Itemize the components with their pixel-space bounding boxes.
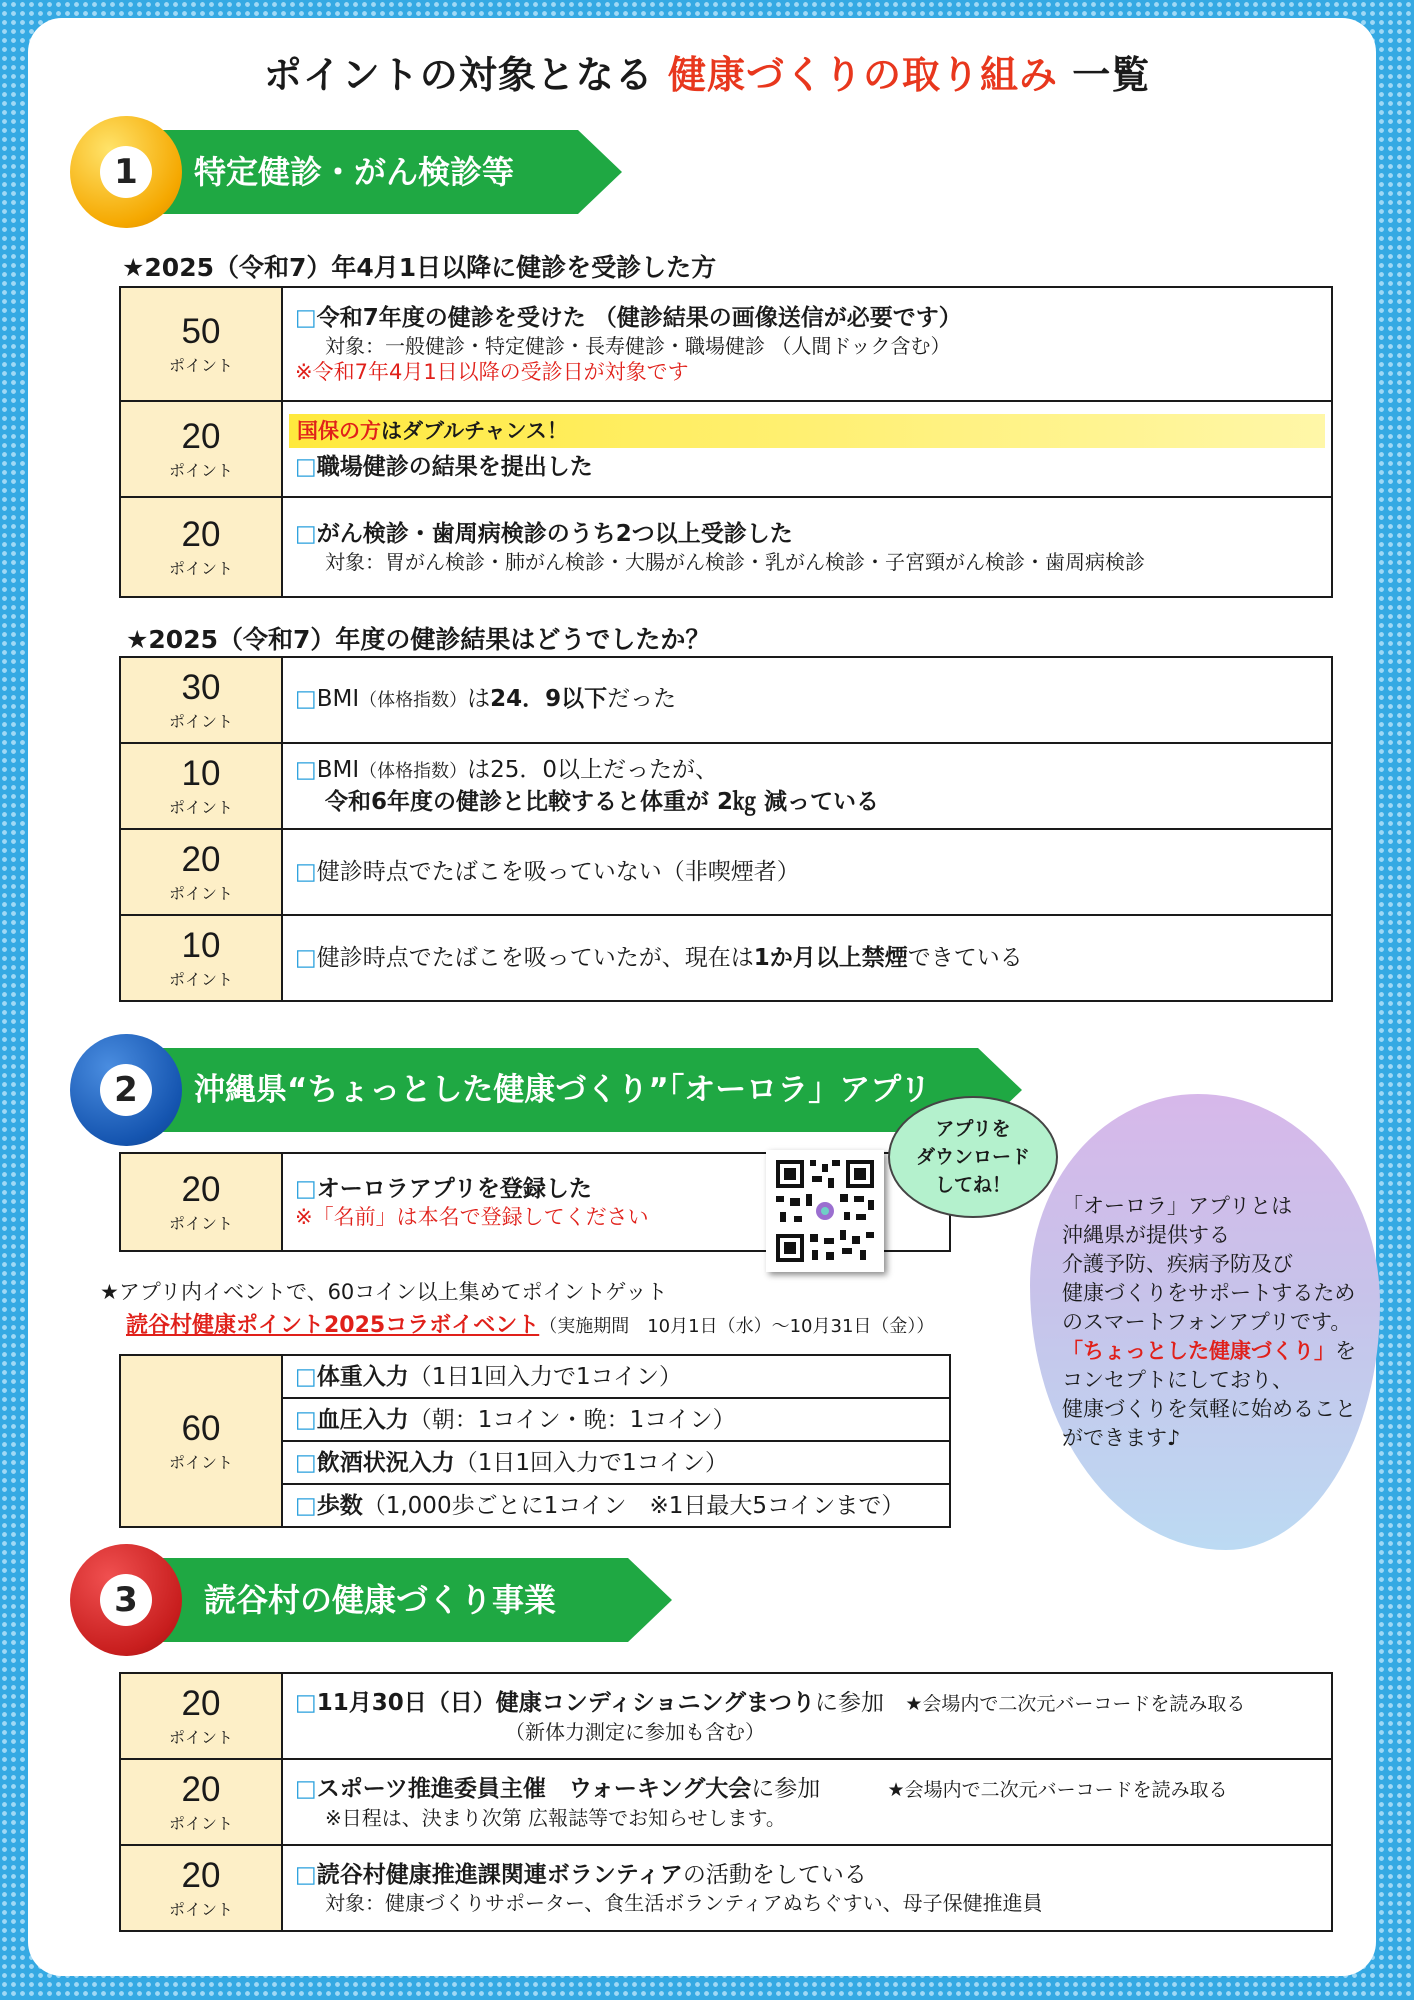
- table-row: □血圧入力（朝：1コイン・晩：1コイン）: [120, 1398, 950, 1441]
- number-3-badge: 3: [70, 1544, 182, 1656]
- points-value: 20: [181, 839, 221, 879]
- number-1-badge: 1: [70, 116, 182, 228]
- points-value: 20: [181, 1769, 221, 1809]
- table-row: 30 ポイント □BMI（体格指数）は24．9以下だった: [120, 657, 1332, 743]
- item-subtext: 対象：一般健診・特定健診・長寿健診・職場健診 （人間ドック含む）: [325, 334, 951, 358]
- checkbox-icon: □: [295, 1492, 317, 1519]
- section-3-title: 読谷村の健康づくり事業: [204, 1581, 557, 1619]
- checkbox-icon: □: [295, 454, 317, 480]
- title-pre: ポイントの対象となる: [263, 53, 654, 97]
- points-value: 20: [181, 1169, 221, 1209]
- points-unit: ポイント: [168, 460, 233, 480]
- title-highlight: 健康づくりの取り組み: [667, 53, 1058, 97]
- checkbox-icon: □: [295, 859, 317, 885]
- section-1-title: 特定健診・がん検診等: [194, 153, 515, 191]
- section-1-banner: [70, 130, 622, 214]
- item-note: ※「名前」は本名で登録してください: [295, 1205, 649, 1229]
- item-text: 職場健診の結果を提出した: [316, 454, 593, 480]
- event-detail: [126, 1308, 934, 1339]
- points-value: 20: [181, 416, 221, 456]
- points-unit: ポイント: [168, 883, 233, 903]
- points-unit: ポイント: [168, 355, 233, 375]
- checkbox-icon: □: [295, 1406, 317, 1433]
- item-note: ※令和7年4月1日以降の受診日が対象です: [295, 360, 689, 384]
- event-note: ★アプリ内イベントで、60コイン以上集めてポイントゲット: [100, 1280, 668, 1304]
- table-row: 10 ポイント □BMI（体格指数）は25．0以上だったが、 令和6年度の健診と比較すると体重が 2㎏ 減っている: [120, 743, 1332, 829]
- item-text: 令和7年度の健診を受けた （健診結果の画像送信が必要です）: [316, 305, 962, 331]
- points-value: 20: [181, 514, 221, 554]
- table-row: 20 ポイント □11月30日（日）健康コンディショニングまつりに参加 ★会場内で二次元バーコードを読み取る （新体力測定に参加も含む）: [120, 1673, 1332, 1759]
- table-row: [120, 401, 1332, 497]
- checkbox-icon: □: [295, 521, 317, 547]
- item-star-note: ★会場内で二次元バーコードを読み取る: [905, 1692, 1246, 1715]
- section-1-table-a: [119, 286, 1333, 598]
- section-3-table: [119, 1672, 1333, 1932]
- points-unit: ポイント: [168, 1899, 233, 1919]
- points-value: 20: [181, 1855, 221, 1895]
- item-subtext: 令和6年度の健診と比較すると体重が 2㎏ 減っている: [325, 789, 880, 815]
- points-value: 10: [181, 753, 221, 793]
- table-row: 20 ポイント □スポーツ推進委員主催 ウォーキング大会に参加 ★会場内で二次元バーコードを読み取る ※日程は、決まり次第 広報誌等でお知らせします。: [120, 1759, 1332, 1845]
- table-row: □飲酒状況入力（1日1回入力で1コイン）: [120, 1441, 950, 1484]
- checkbox-icon: □: [295, 757, 317, 783]
- points-unit: ポイント: [168, 797, 233, 817]
- points-unit: ポイント: [168, 1727, 233, 1747]
- item-text: がん検診・歯周病検診のうち2つ以上受診した: [316, 521, 793, 547]
- points-unit: ポイント: [168, 1813, 233, 1833]
- section-1-heading-a: ★2025（令和7）年4月1日以降に健診を受診した方: [122, 253, 717, 282]
- checkbox-icon: □: [295, 686, 317, 712]
- table-row: 10 ポイント □健診時点でたばこを吸っていたが、現在は1か月以上禁煙できている: [120, 915, 1332, 1001]
- number-2-badge: 2: [70, 1034, 182, 1146]
- section-2-table-b: [119, 1354, 951, 1528]
- points-value: 60: [181, 1408, 221, 1448]
- section-3-banner: [70, 1558, 672, 1642]
- item-star-note: ★会場内で二次元バーコードを読み取る: [887, 1778, 1228, 1801]
- table-row: 60 ポイント □体重入力（1日1回入力で1コイン）: [120, 1355, 950, 1398]
- table-row: [120, 829, 1332, 915]
- points-value: 20: [181, 1683, 221, 1723]
- points-unit: ポイント: [168, 1452, 233, 1472]
- points-value: 10: [181, 925, 221, 965]
- points-value: 30: [181, 667, 221, 707]
- item-text: 健診時点でたばこを吸っていない（非喫煙者）: [316, 859, 800, 885]
- points-unit: ポイント: [168, 711, 233, 731]
- table-row: [120, 287, 1332, 401]
- download-bubble: アプリを ダウンロード してね！: [888, 1096, 1058, 1218]
- item-subtext: 対象：胃がん検診・肺がん検診・大腸がん検診・乳がん検診・子宮頸がん検診・歯周病検診: [325, 550, 1145, 574]
- points-unit: ポイント: [168, 1213, 233, 1233]
- event-name: 読谷村健康ポイント2025コラボイベント: [126, 1313, 540, 1338]
- checkbox-icon: □: [295, 1176, 317, 1202]
- section-1-heading-b: ★2025（令和7）年度の健診結果はどうでしたか？: [126, 625, 711, 654]
- page-title: [0, 44, 1414, 99]
- table-row: 20 ポイント □読谷村健康推進課関連ボランティアの活動をしている 対象：健康づくりサポーター、食生活ボランティアぬちぐすい、母子保健推進員: [120, 1845, 1332, 1931]
- checkbox-icon: □: [295, 945, 317, 971]
- table-row: □歩数（1,000歩ごとに1コイン ※1日最大5コインまで）: [120, 1484, 950, 1527]
- points-value: 50: [181, 311, 221, 351]
- checkbox-icon: □: [295, 305, 317, 331]
- points-unit: ポイント: [168, 969, 233, 989]
- qr-code[interactable]: [766, 1150, 884, 1272]
- app-info-text: 「オーロラ」アプリとは 沖縄県が提供する 介護予防、疾病予防及び 健康づくりをサポートするため のスマートフォンアプリです。 「ちょっとした健康づくり」を コンセプトにしており、 健康づくりを気軽に始めること ができます♪: [1062, 1194, 1356, 1450]
- section-2-title: 沖縄県“ちょっとした健康づくり”「オーロラ」アプリ: [194, 1072, 932, 1108]
- title-post: 一覧: [1072, 53, 1151, 97]
- checkbox-icon: □: [295, 1363, 317, 1390]
- points-unit: ポイント: [168, 558, 233, 578]
- item-subtext: ※日程は、決まり次第 広報誌等でお知らせします。: [325, 1805, 786, 1830]
- checkbox-icon: □: [295, 1689, 317, 1716]
- event-period: （実施期間 10月1日（水）～10月31日（金））: [539, 1316, 935, 1337]
- item-subtext: （新体力測定に参加も含む）: [505, 1719, 765, 1744]
- checkbox-icon: □: [295, 1775, 317, 1802]
- double-chance-banner: 国保の方はダブルチャンス！: [289, 414, 1325, 448]
- item-text: オーロラアプリを登録した: [316, 1176, 592, 1202]
- checkbox-icon: □: [295, 1449, 317, 1476]
- section-1-table-b: [119, 656, 1333, 1002]
- section-2-banner: [70, 1048, 1022, 1132]
- item-subtext: 対象：健康づくりサポーター、食生活ボランティアぬちぐすい、母子保健推進員: [325, 1891, 1043, 1915]
- table-row: [120, 497, 1332, 597]
- checkbox-icon: □: [295, 1862, 317, 1888]
